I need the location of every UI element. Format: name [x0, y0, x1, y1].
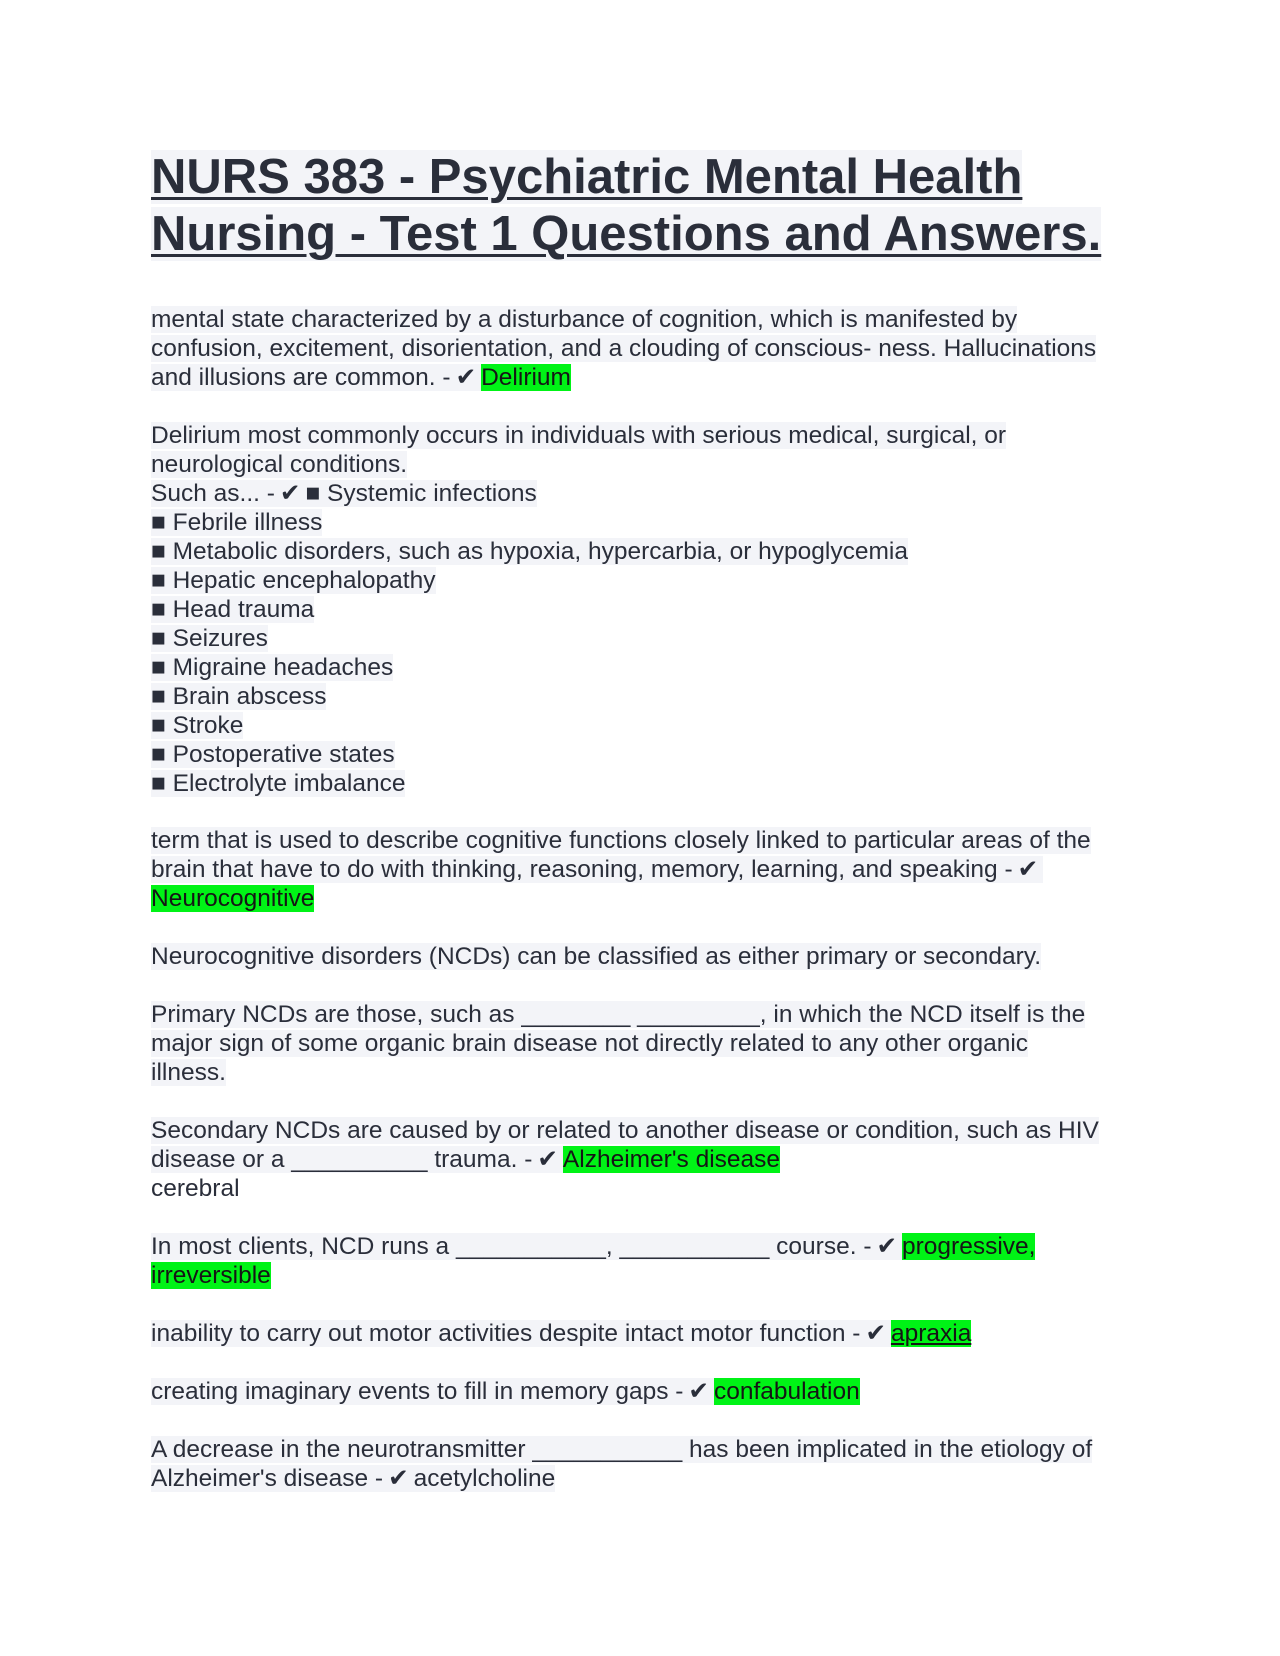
- qa-ncd-primary: [151, 1000, 1131, 1087]
- document-title: [151, 149, 1131, 263]
- question-text: major sign of some organic brain disease not directly related to any other organic: [151, 1030, 1029, 1057]
- question-text: A decrease in the neurotransmitter ___________ has been implicated in the etiology of: [151, 1436, 1093, 1463]
- question-text: Alzheimer's disease -: [151, 1465, 384, 1492]
- list-item: ■ Stroke: [151, 712, 244, 739]
- answer-highlight: Delirium: [481, 364, 571, 391]
- list-item: ■ Head trauma: [151, 596, 315, 623]
- question-text: Such as... -: [151, 480, 275, 507]
- list-item: ■ Brain abscess: [151, 683, 327, 710]
- qa-ncd-classification: [151, 942, 1131, 971]
- qa-apraxia: [151, 1319, 1131, 1348]
- list-item: ■ Hepatic encephalopathy: [151, 567, 436, 594]
- question-text: illness.: [151, 1059, 226, 1086]
- answer-text: cerebral: [151, 1175, 240, 1202]
- check-icon: ✔: [388, 1465, 409, 1492]
- check-icon: ✔: [865, 1320, 886, 1347]
- answer-text: ■ Systemic infections: [305, 480, 537, 507]
- answer-highlight: apraxia: [890, 1320, 972, 1347]
- question-text: disease or a __________ trauma. -: [151, 1146, 533, 1173]
- list-item: ■ Metabolic disorders, such as hypoxia, hypercarbia, or hypoglycemia: [151, 538, 908, 565]
- answer-highlight: confabulation: [713, 1378, 860, 1405]
- check-icon: ✔: [1017, 856, 1039, 883]
- qa-confabulation: [151, 1377, 1131, 1406]
- question-text: Neurocognitive disorders (NCDs) can be classified as either primary or secondary.: [151, 943, 1042, 970]
- question-text: term that is used to describe cognitive functions closely linked to particular areas of the: [151, 827, 1091, 854]
- list-item: ■ Postoperative states: [151, 741, 395, 768]
- question-text: In most clients, NCD runs a ___________, ___________ course. -: [151, 1233, 872, 1260]
- question-text: confusion, excitement, disorientation, and a clouding of conscious- ness. Hallucinations: [151, 335, 1097, 362]
- qa-ncd-secondary: [151, 1116, 1131, 1203]
- qa-neurocognitive: [151, 826, 1131, 913]
- check-icon: ✔: [279, 480, 301, 507]
- qa-delirium-causes: [151, 421, 1131, 798]
- question-text: and illusions are common. -: [151, 364, 451, 391]
- list-item: ■ Electrolyte imbalance: [151, 770, 406, 797]
- qa-delirium: [151, 305, 1131, 392]
- answer-highlight: progressive,: [902, 1233, 1036, 1260]
- check-icon: ✔: [876, 1233, 898, 1260]
- question-text: creating imaginary events to fill in memory gaps -: [151, 1378, 684, 1405]
- list-item: ■ Febrile illness: [151, 509, 323, 536]
- document-content: [151, 149, 1131, 1493]
- question-text: Delirium most commonly occurs in individuals with serious medical, surgical, or: [151, 422, 1007, 449]
- question-text: Primary NCDs are those, such as ________ _________, in which the NCD itself is the: [151, 1001, 1086, 1028]
- title-line-1: NURS 383 - Psychiatric Mental Health: [151, 150, 1023, 204]
- answer-text: acetylcholine: [413, 1465, 556, 1492]
- answer-highlight: irreversible: [151, 1262, 271, 1289]
- title-line-2: Nursing - Test 1 Questions and Answers.: [151, 207, 1102, 261]
- question-text: brain that have to do with thinking, reasoning, memory, learning, and speaking -: [151, 856, 1013, 883]
- question-text: inability to carry out motor activities despite intact motor function -: [151, 1320, 861, 1347]
- answer-highlight: Neurocognitive: [151, 885, 315, 912]
- qa-acetylcholine: [151, 1435, 1131, 1493]
- list-item: ■ Seizures: [151, 625, 268, 652]
- check-icon: ✔: [537, 1146, 558, 1173]
- question-text: Secondary NCDs are caused by or related to another disease or condition, such as HIV: [151, 1117, 1099, 1144]
- check-icon: ✔: [688, 1378, 709, 1405]
- question-text: mental state characterized by a disturbance of cognition, which is manifested by: [151, 306, 1018, 333]
- qa-ncd-course: [151, 1232, 1131, 1290]
- check-icon: ✔: [455, 364, 477, 391]
- answer-highlight: Alzheimer's disease: [562, 1146, 781, 1173]
- question-text: neurological conditions.: [151, 451, 408, 478]
- list-item: ■ Migraine headaches: [151, 654, 394, 681]
